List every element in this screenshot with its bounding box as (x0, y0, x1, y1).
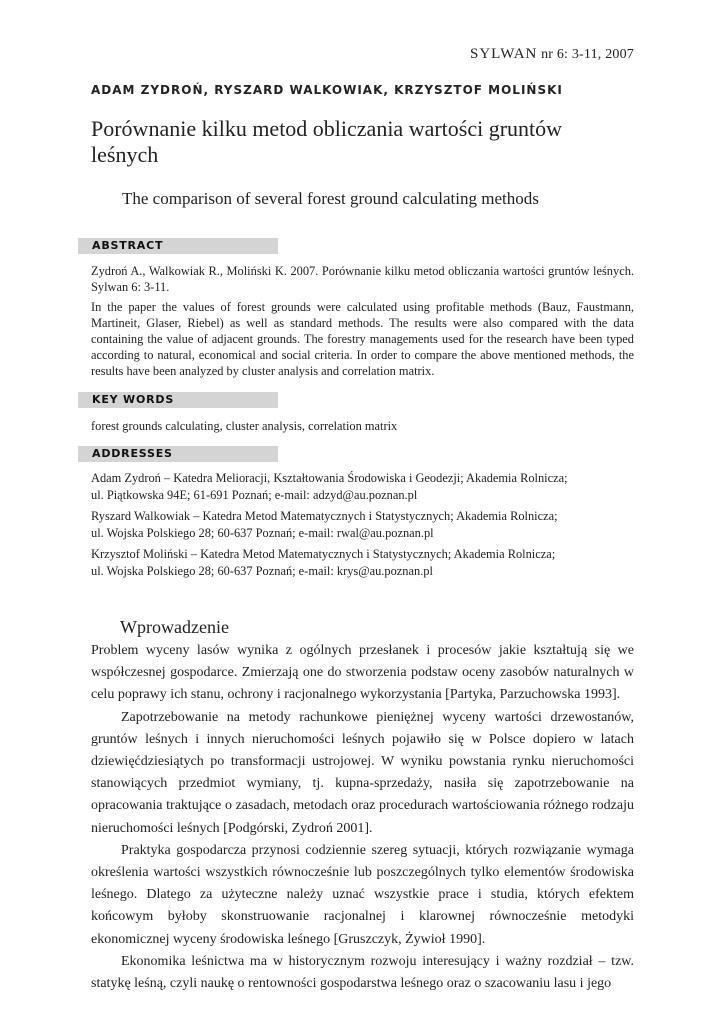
keywords-text: forest grounds calculating, cluster analysis, correlation matrix (91, 419, 398, 433)
addresses-heading: ADDRESSES (92, 447, 173, 460)
address-line: Ryszard Walkowiak – Katedra Metod Matematycznych i Statystycznych; Akademia Rolnicza; (91, 509, 558, 523)
address-line: ul. Wojska Polskiego 28; 60-637 Poznań; e-mail: rwal@au.poznan.pl (91, 526, 434, 540)
abstract-citation: Zydroń A., Walkowiak R., Moliński K. 2007. Porównanie kilku metod obliczania wartości gruntów leśnych. Sylwan 6: 3-11. (91, 264, 634, 294)
address-item (91, 470, 634, 504)
abstract-text: In the paper the values of forest grounds were calculated using profitable methods (Bauz, Faustmann, Martineit, Glaser, Riebel) as well as standard methods. The results were also compared with the data containing the value of adjacent grounds. The forestry managements used for the research have been typed according to natural, economical and social criteria. In order to compare the above mentioned methods, the results have been analyzed by cluster analysis and correlation matrix. (91, 300, 634, 378)
keywords-heading-bar (78, 392, 278, 408)
keywords-heading: KEY WORDS (92, 393, 175, 406)
article-authors: ADAM ZYDROŃ, RYSZARD WALKOWIAK, KRZYSZTOF MOLIŃSKI (91, 83, 563, 97)
addresses-heading-bar (78, 446, 278, 462)
address-line: ul. Wojska Polskiego 28; 60-637 Poznań; e-mail: krys@au.poznan.pl (91, 564, 433, 578)
address-item (91, 546, 634, 580)
journal-reference (470, 46, 634, 63)
body-paragraph: Ekonomika leśnictwa ma w historycznym rozwoju interesujący i ważny rozdział – tzw. statykę leśną, czyli naukę o rentowności gospodarstwa leśnego oraz o szacowaniu lasu i jego (91, 953, 634, 992)
abstract-heading-bar (78, 238, 278, 254)
article-subtitle: The comparison of several forest ground calculating methods (122, 189, 539, 208)
address-line: ul. Piątkowska 94E; 61-691 Poznań; e-mail: adzyd@au.poznan.pl (91, 488, 418, 502)
introduction-body (91, 640, 634, 995)
address-item (91, 508, 634, 542)
body-paragraph: Praktyka gospodarcza przynosi codziennie szereg sytuacji, których rozwiązanie wymaga określenia wartości wszystkich równocześnie lub poszczególnych tylko elementów środowiska leśnego. Dlatego za użyteczne należy uznać wszystkie prace i studia, których efektem końcowym byłoby skonstruowanie racjonalnej i klarownej równocześnie metodyki ekonomicznej wyceny środowiska leśnego [Gruszczyk, Żywioł 1990]. (91, 842, 634, 947)
journal-name: SYLWAN (470, 46, 538, 62)
body-paragraph: Zapotrzebowanie na metody rachunkowe pieniężnej wyceny wartości drzewostanów, gruntów leśnych i innych nieruchomości leśnych pojawiło się w Polsce dopiero w latach dziewięćdziesiątych po transformacji ustrojowej. W wyniku powstania rynku nieruchomości stanowiących przedmiot wymiany, tj. kupna-sprzedaży, nasiła się zapotrzebowanie na opracowania traktujące o zasadach, metodach oraz procedurach wartościowania różnego rodzaju nieruchomości leśnych [Podgórski, Zydroń 2001]. (91, 709, 634, 836)
journal-issue: nr 6: 3-11, 2007 (541, 47, 634, 62)
address-line: Krzysztof Moliński – Katedra Metod Matematycznych i Statystycznych; Akademia Rolnicza; (91, 547, 556, 561)
article-title: Porównanie kilku metod obliczania wartości gruntów leśnych (91, 116, 563, 167)
body-paragraph: Problem wyceny lasów wynika z ogólnych przesłanek i procesów jakie kształtują się we współczesnej gospodarce. Zmierzają one do stworzenia podstaw oceny zasobów naturalnych w celu poprawy ich stanu, ochrony i racjonalnego wykorzystania [Partyka, Parzuchowska 1993]. (91, 643, 634, 703)
address-line: Adam Zydroń – Katedra Melioracji, Kształtowania Środowiska i Geodezji; Akademia Rolnicza; (91, 471, 568, 485)
section-heading-introduction: Wprowadzenie (120, 617, 229, 637)
abstract-heading: ABSTRACT (92, 239, 164, 252)
